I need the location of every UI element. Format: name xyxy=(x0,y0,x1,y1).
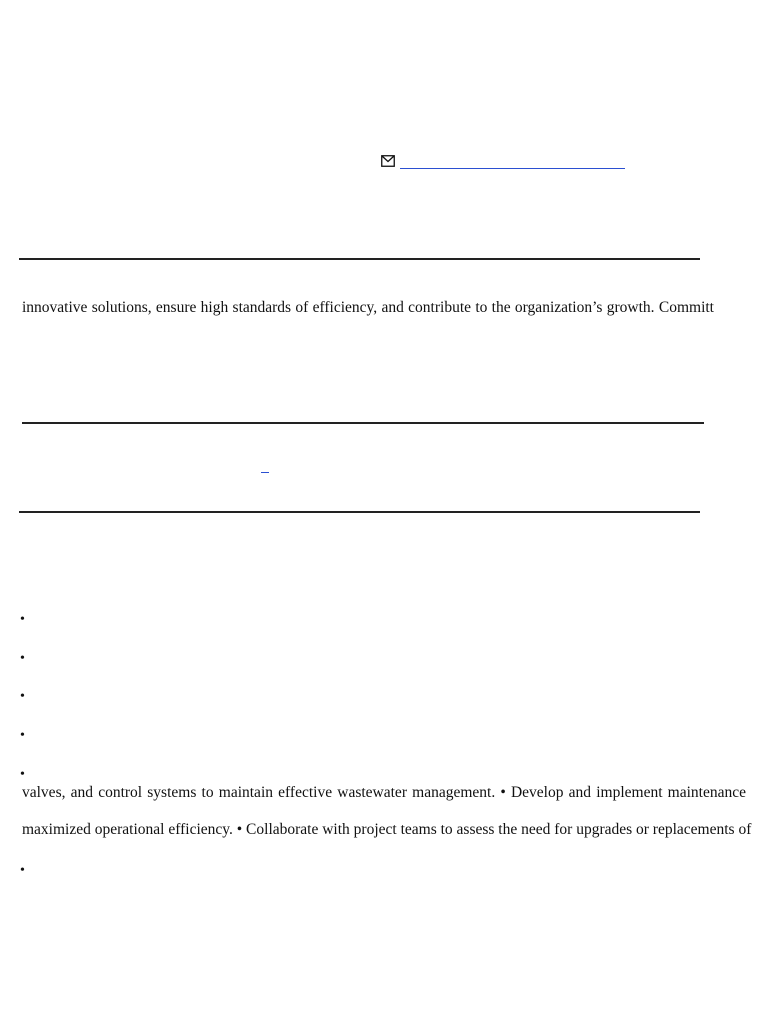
responsibility-text: valves, and control systems to maintain effective wastewater management. • Develop and implement maintenance xyxy=(22,784,746,801)
list-bullet: • xyxy=(20,612,25,627)
envelope-icon xyxy=(381,155,395,167)
list-bullet: • xyxy=(20,728,25,743)
inline-link[interactable] xyxy=(261,472,269,473)
email-link[interactable] xyxy=(400,168,625,169)
responsibility-text: maximized operational efficiency. • Collaborate with project teams to assess the need for upgrades or replacements of xyxy=(22,821,752,838)
section-divider xyxy=(19,258,700,260)
list-bullet: • xyxy=(20,863,25,878)
list-bullet: • xyxy=(20,651,25,666)
section-divider xyxy=(19,511,700,513)
summary-text: innovative solutions, ensure high standards of efficiency, and contribute to the organization’s growth. Committ xyxy=(22,299,714,316)
section-divider xyxy=(22,422,704,424)
list-bullet: • xyxy=(20,689,25,704)
list-bullet: • xyxy=(20,767,25,782)
